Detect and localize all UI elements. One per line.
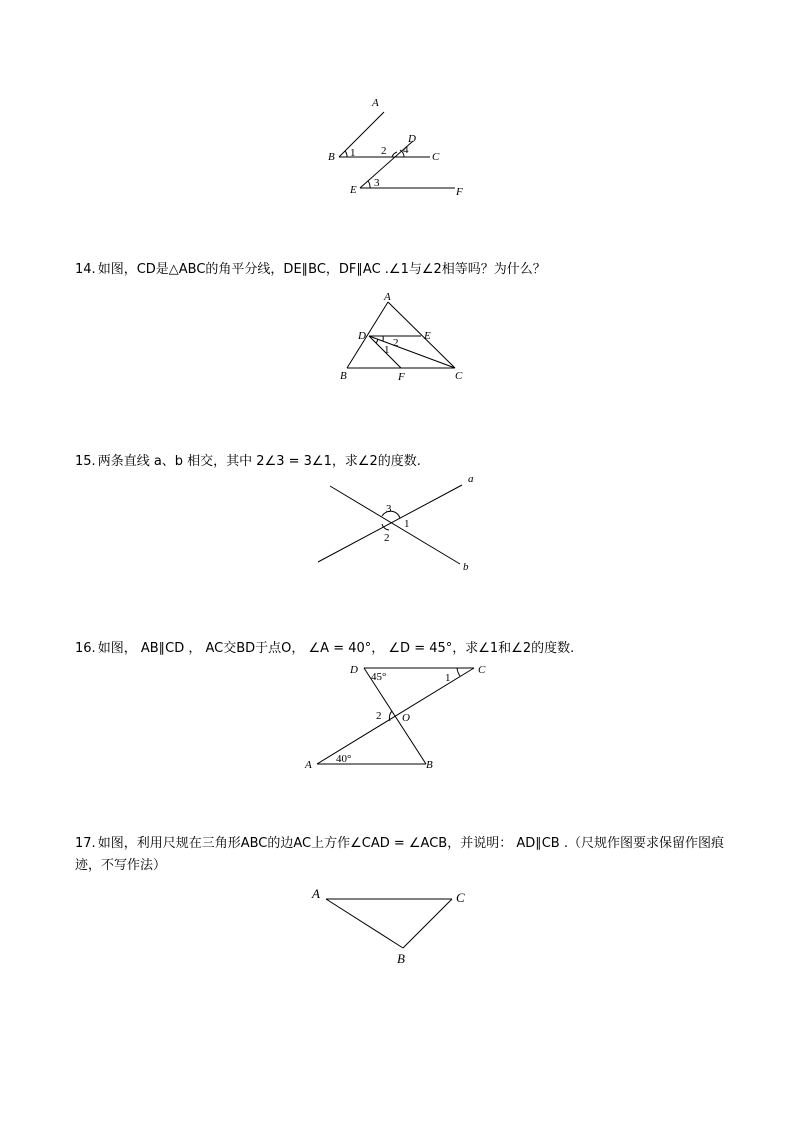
angle-arc-1 <box>345 151 347 157</box>
label-b: b <box>463 561 469 573</box>
line-a <box>318 485 462 562</box>
side-ac <box>388 302 455 368</box>
label-D: D <box>350 664 358 676</box>
figure-14 <box>0 280 794 390</box>
question-number: 14. <box>75 262 96 277</box>
angle-label-2: 2 <box>384 532 390 544</box>
label-C: C <box>432 151 440 163</box>
label-A: A <box>312 886 320 901</box>
question-text: 如图，利用尺规在三角形ABC的边AC上方作∠CAD = ∠ACB，并说明： AD∥CB .（尺规作图要求保留作图痕迹，不写作法） <box>75 836 724 873</box>
label-D: D <box>358 330 366 342</box>
angle-label-45: 45° <box>371 671 387 683</box>
label-C: C <box>456 890 465 905</box>
angle-label-1: 1 <box>384 344 390 356</box>
angle-label-2: 2 <box>393 337 399 349</box>
question-number: 16. <box>75 641 96 656</box>
angle-arc-1 <box>457 668 460 676</box>
label-E: E <box>424 330 431 342</box>
angle-label-2: 2 <box>376 710 382 722</box>
side-cb <box>403 899 452 948</box>
angle-label-4: 4 <box>403 144 409 156</box>
angle-label-1: 1 <box>445 672 451 684</box>
label-B: B <box>397 951 405 966</box>
label-B: B <box>340 370 347 382</box>
figure-17 <box>0 880 794 970</box>
figure-13 <box>0 0 794 220</box>
label-D: D <box>408 133 416 145</box>
question-number: 15. <box>75 454 96 469</box>
question-text: 如图， AB∥CD ， AC交BD于点O， ∠A = 40°， ∠D = 45°，求∠1和∠2的度数. <box>97 641 575 656</box>
label-F: F <box>456 186 463 198</box>
label-A: A <box>384 291 391 303</box>
angle-label-2: 2 <box>381 145 387 157</box>
label-E: E <box>350 184 357 196</box>
segment-dc <box>369 336 455 368</box>
label-B: B <box>426 759 433 771</box>
angle-label-3: 3 <box>386 503 392 515</box>
label-C: C <box>478 664 486 676</box>
line-b <box>330 486 460 564</box>
label-C: C <box>455 370 463 382</box>
side-ab <box>347 302 388 368</box>
label-B: B <box>328 151 335 163</box>
label-O: O <box>402 712 410 724</box>
label-A: A <box>372 97 379 109</box>
question-17 <box>75 833 725 877</box>
angle-arc-3 <box>368 181 370 188</box>
label-A: A <box>305 759 312 771</box>
angle-label-1: 1 <box>404 518 410 530</box>
figure-15 <box>0 470 794 580</box>
angle-label-1: 1 <box>350 147 356 159</box>
label-F: F <box>398 371 405 383</box>
label-a: a <box>468 473 474 485</box>
question-14 <box>75 259 725 281</box>
question-number: 17. <box>75 836 96 851</box>
angle-label-40: 40° <box>336 753 352 765</box>
question-text: 如图，CD是△ABC的角平分线，DE∥BC，DF∥AC .∠1与∠2相等吗？为什么？ <box>97 262 546 277</box>
figure-16 <box>0 655 794 775</box>
question-text: 两条直线 a、b 相交，其中 2∠3 = 3∠1，求∠2的度数. <box>97 454 421 469</box>
angle-arc-1 <box>376 339 378 343</box>
angle-label-3: 3 <box>374 177 380 189</box>
side-ab <box>326 899 403 948</box>
line-ba <box>339 112 384 157</box>
